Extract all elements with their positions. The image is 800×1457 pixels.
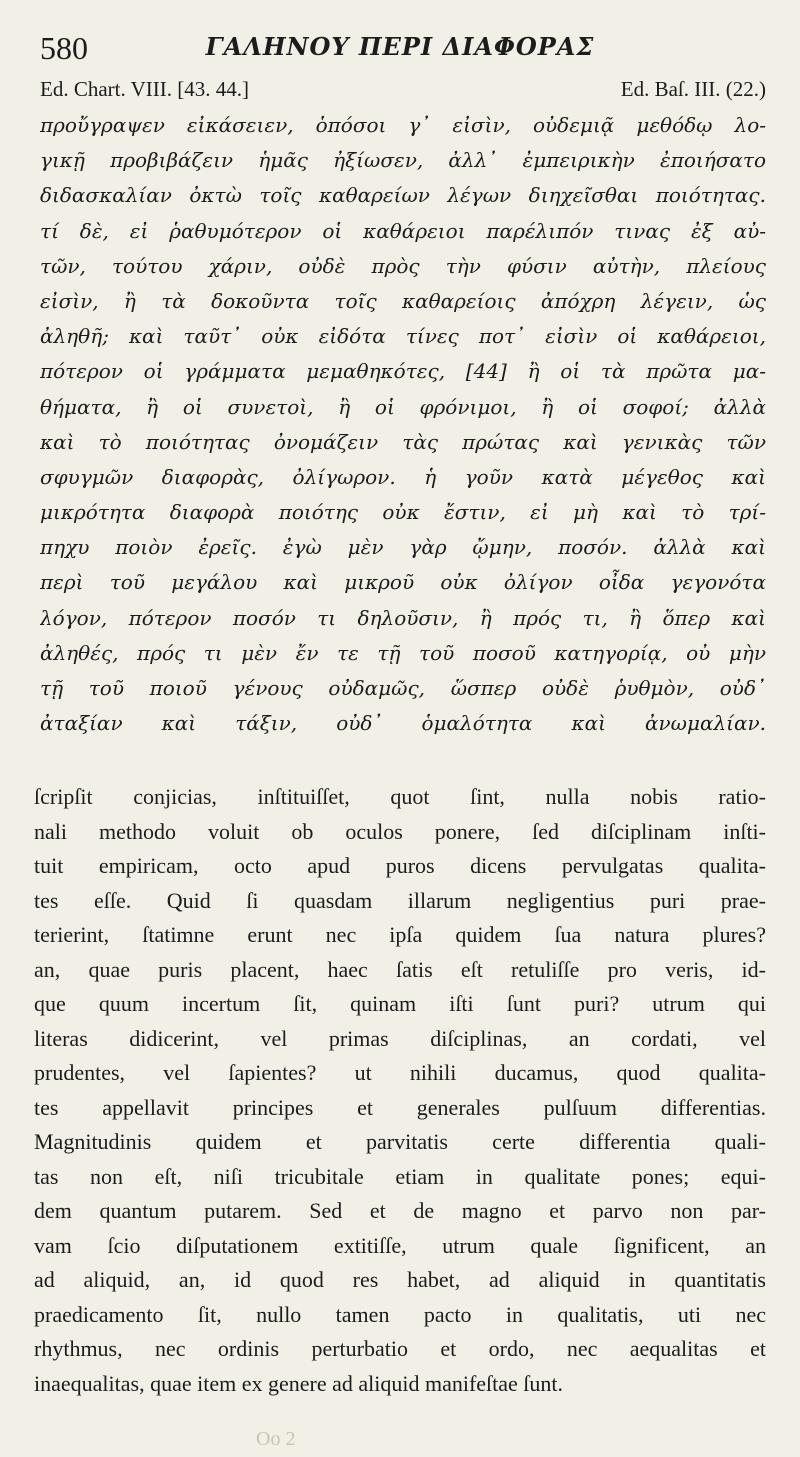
latin-text-line: rhythmus, nec ordinis perturbatio et ordo, nec aequalitas et [34,1336,766,1361]
latin-text-line: praedicamento ſit, nullo tamen pacto in qualitatis, uti nec [34,1301,766,1327]
greek-text-line: μικρότητα διαφορὰ ποιότης οὐκ ἔστιν, εἰ μὴ καὶ τὸ τρί- [40,500,766,525]
latin-text-line: que quum incertum ſit, quinam iſti ſunt puri? utrum qui [34,991,766,1016]
greek-text-block [40,108,766,741]
latin-text-block [34,780,766,1401]
latin-text-line: tes eſſe. Quid ſi quasdam illarum negligentius puri prae- [34,887,766,913]
greek-text-line: τῇ τοῦ ποιοῦ γένους οὐδαμῶς, ὥσπερ οὐδὲ ῥυθμὸν, οὐδ᾽ [40,676,766,700]
latin-text-line: terierint, ſtatimne erunt nec ipſa quidem ſua natura plures? [34,922,766,947]
greek-text-line: τί δὲ, εἰ ῥαθυμότερον οἱ καθάρειοι παρέλιπόν τινας ἐξ αὐ- [40,218,766,243]
edition-reference-row [40,76,766,102]
greek-text-line: θήματα, ἢ οἱ συνετοὶ, ἢ οἱ φρόνιμοι, ἢ οἱ σοφοί; ἀλλὰ [40,394,766,419]
greek-text-line: περὶ τοῦ μεγάλου καὶ μικροῦ οὐκ ὀλίγον οἶδα γεγονότα [40,570,766,595]
greek-text-line: λόγον, πότερον ποσόν τι δηλοῦσιν, ἢ πρός τι, ἢ ὅπερ καὶ [40,605,766,630]
greek-text-line: διδασκαλίαν ὀκτὼ τοῖς καθαρείων λέγων διηχεῖσθαι ποιότητας. [40,183,766,208]
greek-text-line: ἀληθές, πρός τι μὲν ἔν τε τῇ τοῦ ποσοῦ κατηγορίᾳ, οὐ μὴν [40,640,766,665]
greek-text-line: ἀταξίαν καὶ τάξιν, οὐδ᾽ ὁμαλότητα καὶ ἀνωμαλίαν. [40,711,766,736]
latin-text-line: dem quantum putarem. Sed et de magno et parvo non par- [34,1198,766,1223]
edition-reference-basel: Ed. Baſ. III. (22.) [620,77,766,101]
greek-text-line: γικῇ προβιβάζειν ἡμᾶς ἠξίωσεν, ἀλλ᾽ ἐμπειρικὴν ἐποιήσατο [40,148,766,173]
latin-text-line: vam ſcio diſputationem extitiſſe, utrum quale ſignificent, an [34,1232,766,1258]
greek-text-line: πότερον οἱ γράμματα μεμαθηκότες, [44] ἢ οἱ τὰ πρῶτα μα- [40,359,766,384]
latin-text-line: tas non eſt, niſi tricubitale etiam in qualitate pones; equi- [34,1163,766,1189]
page-header [0,30,800,70]
page-number: 580 [40,30,88,66]
greek-text-line: τῶν, τούτου χάριν, οὐδὲ πρὸς τὴν φύσιν αὐτὴν, πλείους [40,253,766,278]
running-title: ΓΑΛΗΝΟΥ ΠΕΡΙ ΔΙΑΦΟΡΑΣ [205,32,595,61]
latin-text-line: ſcripſit conjicias, inſtituiſſet, quot ſint, nulla nobis ratio- [34,784,766,809]
greek-text-line: εἰσὶν, ἢ τὰ δοκοῦντα τοῖς καθαρείοις ἀπόχρη λέγειν, ὡς [40,288,766,313]
latin-text-line: an, quae puris placent, haec ſatis eſt retuliſſe pro veris, id- [34,956,766,982]
signature-mark: Oo 2 [256,1428,296,1450]
greek-text-line: καὶ τὸ ποιότητας ὀνομάζειν τὰς πρώτας καὶ γενικὰς τῶν [40,429,766,454]
greek-text-line: προὔγραψεν εἰκάσειεν, ὁπόσοι γ᾽ εἰσὶν, οὐδεμιᾷ μεθόδῳ λο- [40,113,766,137]
greek-text-line: πηχυ ποιὸν ἐρεῖς. ἐγὼ μὲν γὰρ ᾤμην, ποσόν. ἀλλὰ καὶ [40,535,766,560]
latin-text-line: literas didicerint, vel primas diſciplinas, an cordati, vel [34,1025,766,1051]
latin-text-line: tuit empiricam, octo apud puros dicens pervulgatas qualita- [34,853,766,878]
latin-text-line: inaequalitas, quae item ex genere ad aliquid manifeſtae ſunt. [34,1370,564,1396]
latin-text-line: tes appellavit principes et generales pulſuum differentias. [34,1094,766,1120]
edition-reference-chartier: Ed. Chart. VIII. [43. 44.] [40,77,249,101]
greek-text-line: σφυγμῶν διαφορὰς, ὀλίγωρον. ἡ γοῦν κατὰ μέγεθος καὶ [40,464,766,489]
latin-text-line: prudentes, vel ſapientes? ut nihili ducamus, quod qualita- [34,1060,766,1085]
greek-text-line: ἀληθῆ; καὶ ταῦτ᾽ οὐκ εἰδότα τίνες ποτ᾽ εἰσὶν οἱ καθάρειοι, [40,324,766,349]
latin-text-line: Magnitudinis quidem et parvitatis certe differentia quali- [34,1129,766,1154]
latin-text-line: nali methodo voluit ob oculos ponere, ſed diſciplinam inſti- [34,818,766,844]
latin-text-line: ad aliquid, an, id quod res habet, ad aliquid in quantitatis [34,1267,766,1292]
